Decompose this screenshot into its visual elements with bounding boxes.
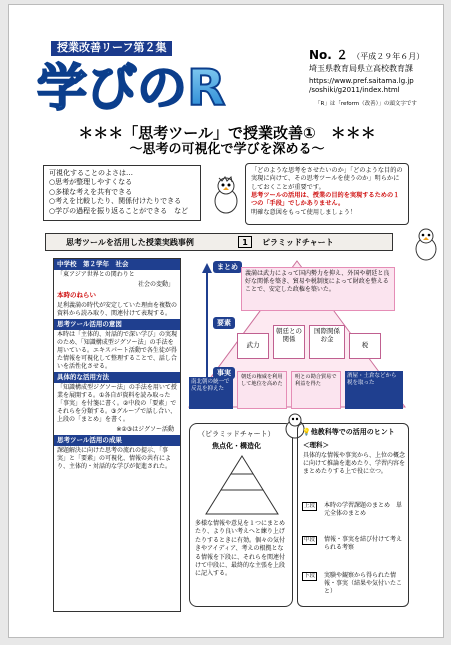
speech-bubble: 「どのような思考をさせたいのか」「どのような目的の実現に向けて、その思考ツールを使うのか」明らかにしておくことが重要です。 思考ツールの活用は、授業の目的を実現するための１つの「手段」でしかありません。 明確な意図をもって使用しましょう！ (245, 163, 409, 225)
hint-row: 情報・事実を結び付けて考えられる考察 (324, 536, 403, 552)
hint-example-heading: ＜理科＞ (303, 441, 329, 449)
element-box: 武力 (237, 333, 269, 359)
example-number: 1 (238, 236, 252, 248)
chart-box-caption: 多様な情報や意見を１つにまとめたり、より良い考えへと練り上げたりするときに有効。個々の気付きやアイディア、考えの根拠となる情報を下段に、それらを関連付けて中段に、最終的な主張を上段に記入する。 (195, 520, 286, 578)
school-band: 中学校 第２学年 社会 (54, 259, 180, 270)
r-note: 「R」は「reform（改善）」の頭文字です (315, 101, 417, 107)
logo (33, 55, 283, 113)
label-elements: 要素 (213, 317, 235, 329)
page-subtitle: ～思考の可視化で学びを深める～ (129, 142, 325, 157)
fact-card: 朝廷の権威を利用して地位を高めた (237, 371, 287, 409)
benefit-item: ○多様な考えを共有できる (49, 187, 133, 196)
benefit-item: ○学びの過程を振り返ることができる など (49, 206, 189, 215)
example-bar (45, 233, 393, 251)
page-title: ＊＊＊「思考ツール」で授業改善① ＊＊＊ (78, 124, 376, 142)
leaflet-page (8, 4, 444, 638)
method-text: 「知識構成型ジグソー法」の手法を用いて授業を展開する。①各自が資料を読み取った「事実」を付箋に書く。②中段の「要素」でそれらを分類する。③グループで話し合い、上段の「まとめ」を書く。 (57, 383, 177, 424)
hint-title: 💡他教科等での活用のヒント (302, 428, 395, 436)
aim-text: 足利義満の時代が安定していた理由を複数の資料から読み取り、関連付けて表現する。 (57, 301, 178, 317)
case-panel (53, 258, 181, 612)
pyramid-icon (204, 454, 280, 516)
hint-box (297, 423, 409, 607)
effect-text: 課題解決に向けた思考の流れの提示、「事実」と「要素」の可視化、情報の共有により、主体的・対話的な学びが促進された。 (57, 447, 172, 471)
point-heading: 思考ツール活用の意図 (54, 319, 180, 330)
url-line-2[interactable]: /soshiki/g2011/index.html (309, 86, 400, 94)
point-text: 本時は「主体的、対話的で深い学び」の実現のため、「知識構成型ジグソー法」の手法を用いている。エキスパート活動で各生徒が得た情報を可視化して整理することで、話し合いを活性化させる。 (57, 330, 178, 371)
chart-box-function: 焦点化・構造化 (212, 442, 261, 450)
effect-heading: 思考ツール活用の成果 (54, 435, 180, 446)
element-box: 国際関係お金 (309, 325, 345, 359)
hint-row: 実験や観察から得られた情報・事実（結果や気付いたこと） (324, 572, 403, 596)
aim-heading: 本時のねらい (57, 290, 96, 299)
fact-card: 南北朝の統一で反乱を抑えた (189, 377, 233, 409)
issue-number: No. ２ （平成２９年６月） (309, 48, 425, 62)
benefit-item: ○思考が整理しやすくなる (49, 178, 133, 187)
summary-card: 義満は武力によって国内勢力を抑え、外国や朝廷と良好な関係を築き、貿易や税制度によって財政を整えることで、安定した政権を築いた。 (241, 267, 395, 311)
method-note: ※②③はジグソー活動 (116, 426, 174, 434)
logo-text: 学びのR (37, 59, 226, 113)
benefit-item: ○考えを比較したり、関係付けたりできる (49, 197, 182, 206)
label-facts: 事実 (213, 367, 235, 379)
fact-card: 酒屋・土倉などから税を取った (345, 371, 403, 409)
bulb-icon: 💡 (302, 428, 311, 436)
unit-line-1: 「東アジア世界との関わりと (57, 270, 135, 278)
label-summary: まとめ (213, 261, 242, 273)
element-box: 朝廷との関係 (273, 325, 305, 359)
fact-card: 明との勘合貿易で利益を得た (291, 371, 341, 409)
method-heading: 具体的な活用方法 (54, 372, 180, 383)
tag-bottom: 下段 (302, 572, 317, 581)
element-box: 税 (349, 333, 381, 359)
series-label: 授業改善リーフ第２集 (51, 41, 172, 56)
pyramid-diagram (187, 259, 407, 411)
hint-example-text: 具体的な情報や事実から、上位の概念に向けて推論を進めたり、学習内容をまとめたりする上で役に立つ。 (303, 452, 406, 476)
benefits-heading: 可視化することのよさは… (49, 169, 133, 177)
publisher: 埼玉県教育局県立高校教育課 (309, 64, 413, 73)
bird-mascot-icon (413, 227, 439, 261)
hint-row: 本時の学習課題のまとめ 単元全体のまとめ (324, 502, 403, 518)
url-line-1[interactable]: https://www.pref.saitama.lg.jp (309, 77, 414, 85)
pyramid-chart-box (189, 423, 293, 607)
chart-box-title: （ピラミッドチャート） (198, 430, 275, 438)
example-label: 思考ツールを活用した授業実践事例 (66, 238, 194, 247)
visualize-benefits (43, 165, 201, 221)
unit-line-2: 社会の変動」 (137, 280, 174, 288)
bird-mascot-icon (211, 175, 241, 215)
tag-top: 上段 (302, 502, 317, 511)
example-title: ピラミッドチャート (262, 238, 334, 247)
tag-middle: 中段 (302, 536, 317, 545)
